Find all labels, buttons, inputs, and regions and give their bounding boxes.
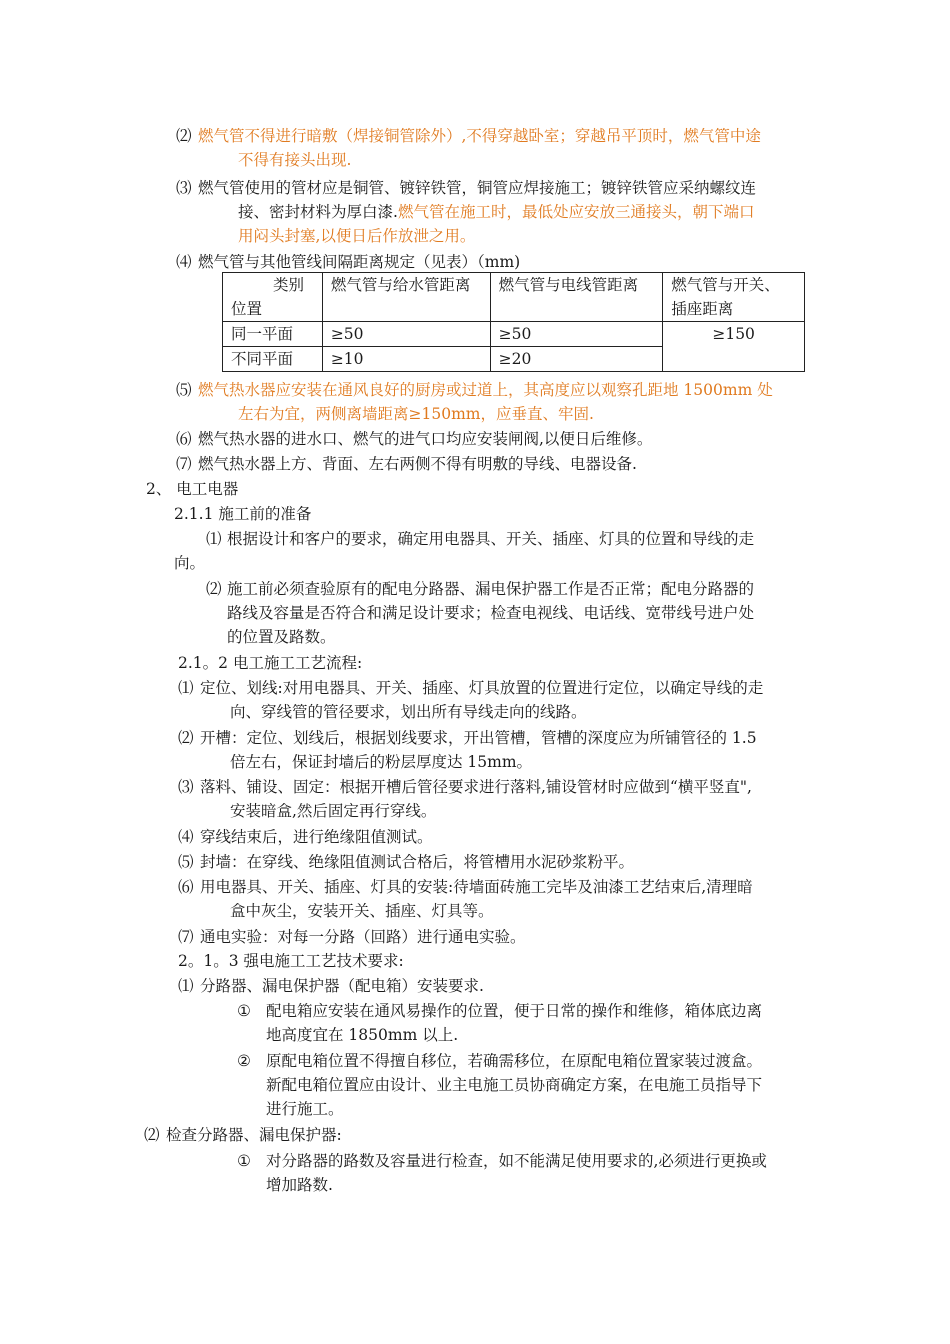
prep-item2-line2: 路线及容量是否符合和满足设计要求；检查电视线、电话线、宽带线号进户处 (227, 604, 755, 622)
table-row (223, 322, 805, 347)
process-item2-number: ⑵ (178, 729, 194, 747)
req-item2-text: 检查分路器、漏电保护器: (166, 1126, 342, 1144)
gas-item7-text: 燃气热水器上方、背面、左右两侧不得有明敷的导线、电器设备. (198, 455, 637, 473)
table-row-label: 同一平面 (223, 322, 323, 347)
table-cell: ≥20 (490, 347, 663, 372)
process-item1-line2: 向、穿线管的管径要求，划出所有导线走向的线路。 (230, 703, 587, 721)
gas-item3-number: ⑶ (176, 179, 192, 197)
req-item2-number: ⑵ (144, 1126, 160, 1144)
gas-item6-number: ⑹ (176, 430, 192, 448)
process-item5-number: ⑸ (178, 853, 194, 871)
process-item3-line1: 落料、铺设、固定：根据开槽后管径要求进行落料,铺设管材时应做到“横平竖直", (200, 778, 752, 796)
prep-item2-number: ⑵ (206, 580, 222, 598)
process-item3-number: ⑶ (178, 778, 194, 796)
req-item1-sub2-number: ② (237, 1052, 251, 1070)
gas-item2-line2: 不得有接头出现. (238, 151, 352, 169)
gas-item2-number: ⑵ (176, 127, 192, 145)
gas-item2-line1: 燃气管不得进行暗敷（焊接铜管除外）,不得穿越卧室；穿越吊平顶时，燃气管中途 (198, 127, 761, 145)
table-header-switch (663, 273, 805, 322)
req-item1-sub2-line1: 原配电箱位置不得擅自移位，若确需移位，在原配电箱位置家装过渡盒。 (266, 1052, 763, 1070)
gas-item5-line1: 燃气热水器应安装在通风良好的厨房或过道上，其高度应以观察孔距地 1500mm 处 (198, 381, 773, 399)
table-header-category: 类别 (273, 276, 305, 294)
process-item1-number: ⑴ (178, 679, 194, 697)
process-item7-number: ⑺ (178, 928, 194, 946)
gas-item5-number: ⑸ (176, 381, 192, 399)
table-merged-cell: ≥150 (663, 322, 805, 372)
table-header-switch-line2: 插座距离 (671, 300, 734, 318)
gas-item6-text: 燃气热水器的进水口、燃气的进气口均应安装闸阀,以便日后维修。 (198, 430, 653, 448)
process-item7-text: 通电实验：对每一分路（回路）进行通电实验。 (200, 928, 526, 946)
subsection-title-211: 2.1.1 施工前的准备 (174, 505, 312, 523)
prep-item2-line1: 施工前必须查验原有的配电分路器、漏电保护器工作是否正常；配电分路器的 (227, 580, 755, 598)
req-item1-sub1-line1: 配电箱应安装在通风易操作的位置，便于日常的操作和维修，箱体底边离 (266, 1002, 763, 1020)
gas-item4-text: 燃气管与其他管线间隔距离规定（见表）（mm) (198, 253, 521, 271)
subsection-title-213: 2。1。3 强电施工工艺技术要求: (178, 952, 404, 970)
process-item5-text: 封墙：在穿线、绝缘阻值测试合格后，将管槽用水泥砂浆粉平。 (200, 853, 635, 871)
process-item3-line2: 安装暗盒,然后固定再行穿线。 (230, 802, 437, 820)
process-item4-number: ⑷ (178, 828, 194, 846)
table-row-label: 不同平面 (223, 347, 323, 372)
gas-item5-line2: 左右为宜，两侧离墙距离≥150mm，应垂直、牢固. (238, 405, 594, 423)
gas-item3-line2-plain: 接、密封材料为厚白漆. (238, 203, 398, 221)
prep-item2-line3: 的位置及路数。 (227, 628, 336, 646)
gas-item7-number: ⑺ (176, 455, 192, 473)
table-header-switch-line1: 燃气管与开关、 (671, 276, 780, 294)
req-item2-sub1-line2: 增加路数. (266, 1176, 333, 1194)
table-corner-cell (223, 273, 323, 322)
table-cell: ≥50 (490, 322, 663, 347)
req-item1-sub2-line3: 进行施工。 (266, 1100, 344, 1118)
gas-item3-line3: 用闷头封塞,以便日后作放泄之用。 (238, 227, 476, 245)
process-item6-line1: 用电器具、开关、插座、灯具的安装:待墙面砖施工完毕及油漆工艺结束后,清理暗 (200, 878, 753, 896)
req-item1-number: ⑴ (178, 977, 194, 995)
prep-item1-line2: 向。 (174, 554, 206, 572)
gas-item3-line2 (238, 200, 754, 224)
process-item1-line1: 定位、划线:对用电器具、开关、插座、灯具放置的位置进行定位，以确定导线的走 (200, 679, 764, 697)
process-item4-text: 穿线结束后，进行绝缘阻值测试。 (200, 828, 433, 846)
gas-item3-line1: 燃气管使用的管材应是铜管、镀锌铁管，铜管应焊接施工；镀锌铁管应采纳螺纹连 (198, 179, 757, 197)
gas-item3-line2-highlight: 燃气管在施工时，最低处应安放三通接头，朝下端口 (397, 203, 755, 221)
subsection-title-212: 2.1。2 电工施工工艺流程: (178, 654, 363, 672)
section-heading-electrical: 2、 电工电器 (146, 480, 239, 498)
process-item6-number: ⑹ (178, 878, 194, 896)
req-item1-sub2-line2: 新配电箱位置应由设计、业主电施工员协商确定方案，在电施工员指导下 (266, 1076, 763, 1094)
gas-item4-number: ⑷ (176, 253, 192, 271)
table-header-row (223, 273, 805, 322)
req-item2-sub1-number: ① (237, 1152, 251, 1170)
prep-item1-line1: 根据设计和客户的要求，确定用电器具、开关、插座、灯具的位置和导线的走 (227, 530, 755, 548)
req-item1-sub1-number: ① (237, 1002, 251, 1020)
table-cell: ≥50 (322, 322, 490, 347)
table-header-position: 位置 (231, 300, 263, 318)
table-header-wire: 燃气管与电线管距离 (490, 273, 663, 322)
table-header-water: 燃气管与给水管距离 (322, 273, 490, 322)
process-item6-line2: 盒中灰尘，安装开关、插座、灯具等。 (230, 902, 494, 920)
req-item1-sub1-line2: 地高度宜在 1850mm 以上. (266, 1026, 459, 1044)
process-item2-line1: 开槽：定位、划线后，根据划线要求，开出管槽，管槽的深度应为所铺管径的 1.5 (200, 729, 757, 747)
process-item2-line2: 倍左右，保证封墙后的粉层厚度达 15mm。 (230, 753, 533, 771)
req-item1-text: 分路器、漏电保护器（配电箱）安装要求. (200, 977, 484, 995)
table-cell: ≥10 (322, 347, 490, 372)
distance-table (222, 272, 805, 372)
prep-item1-number: ⑴ (206, 530, 222, 548)
req-item2-sub1-line1: 对分路器的路数及容量进行检查，如不能满足使用要求的,必须进行更换或 (266, 1152, 767, 1170)
